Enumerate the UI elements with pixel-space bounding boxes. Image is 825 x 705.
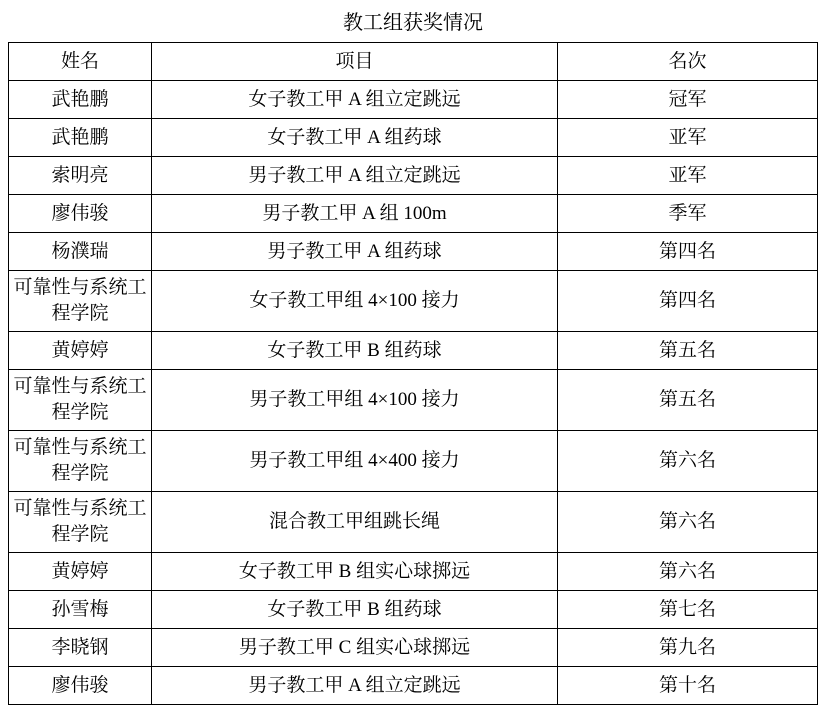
table-row [9, 233, 818, 271]
cell-name: 可靠性与系统工程学院 [9, 492, 152, 553]
cell-rank: 第十名 [558, 667, 818, 705]
cell-event: 女子教工甲 B 组药球 [152, 591, 558, 629]
cell-rank: 亚军 [558, 157, 818, 195]
table-row [9, 667, 818, 705]
table-row [9, 195, 818, 233]
cell-name: 可靠性与系统工程学院 [9, 271, 152, 332]
cell-event: 女子教工甲 B 组实心球掷远 [152, 553, 558, 591]
table-row [9, 271, 818, 332]
cell-rank: 第五名 [558, 332, 818, 370]
column-header-name: 姓名 [9, 43, 152, 81]
cell-rank: 冠军 [558, 81, 818, 119]
cell-name: 可靠性与系统工程学院 [9, 370, 152, 431]
cell-event: 男子教工甲 A 组 100m [152, 195, 558, 233]
cell-event: 女子教工甲 A 组立定跳远 [152, 81, 558, 119]
table-row [9, 492, 818, 553]
cell-rank: 第四名 [558, 233, 818, 271]
table-body [9, 6, 818, 705]
cell-event: 男子教工甲 C 组实心球掷远 [152, 629, 558, 667]
cell-event: 混合教工甲组跳长绳 [152, 492, 558, 553]
cell-event: 男子教工甲组 4×400 接力 [152, 431, 558, 492]
cell-name: 李晓钢 [9, 629, 152, 667]
award-table [8, 6, 818, 705]
cell-name: 黄婷婷 [9, 553, 152, 591]
cell-event: 男子教工甲 A 组立定跳远 [152, 157, 558, 195]
table-row [9, 553, 818, 591]
cell-name: 武艳鹏 [9, 119, 152, 157]
table-row [9, 332, 818, 370]
table-row [9, 431, 818, 492]
cell-event: 男子教工甲 A 组立定跳远 [152, 667, 558, 705]
cell-rank: 第六名 [558, 553, 818, 591]
cell-rank: 第四名 [558, 271, 818, 332]
cell-event: 女子教工甲 B 组药球 [152, 332, 558, 370]
cell-name: 可靠性与系统工程学院 [9, 431, 152, 492]
table-row [9, 81, 818, 119]
cell-rank: 亚军 [558, 119, 818, 157]
cell-rank: 第五名 [558, 370, 818, 431]
cell-name: 索明亮 [9, 157, 152, 195]
table-title-row [9, 6, 818, 43]
table-row [9, 629, 818, 667]
cell-rank: 第九名 [558, 629, 818, 667]
cell-rank: 第六名 [558, 431, 818, 492]
cell-name: 杨濮瑞 [9, 233, 152, 271]
table-row [9, 157, 818, 195]
column-header-rank: 名次 [558, 43, 818, 81]
cell-rank: 第六名 [558, 492, 818, 553]
cell-name: 孙雪梅 [9, 591, 152, 629]
table-row [9, 119, 818, 157]
cell-rank: 第七名 [558, 591, 818, 629]
cell-name: 黄婷婷 [9, 332, 152, 370]
column-header-event: 项目 [152, 43, 558, 81]
cell-event: 女子教工甲 A 组药球 [152, 119, 558, 157]
cell-name: 武艳鹏 [9, 81, 152, 119]
document-title: 教工组获奖情况 [9, 6, 818, 43]
table-row [9, 370, 818, 431]
table-header-row [9, 43, 818, 81]
cell-event: 男子教工甲 A 组药球 [152, 233, 558, 271]
cell-name: 廖伟骏 [9, 195, 152, 233]
cell-event: 男子教工甲组 4×100 接力 [152, 370, 558, 431]
table-row [9, 591, 818, 629]
cell-rank: 季军 [558, 195, 818, 233]
cell-event: 女子教工甲组 4×100 接力 [152, 271, 558, 332]
cell-name: 廖伟骏 [9, 667, 152, 705]
